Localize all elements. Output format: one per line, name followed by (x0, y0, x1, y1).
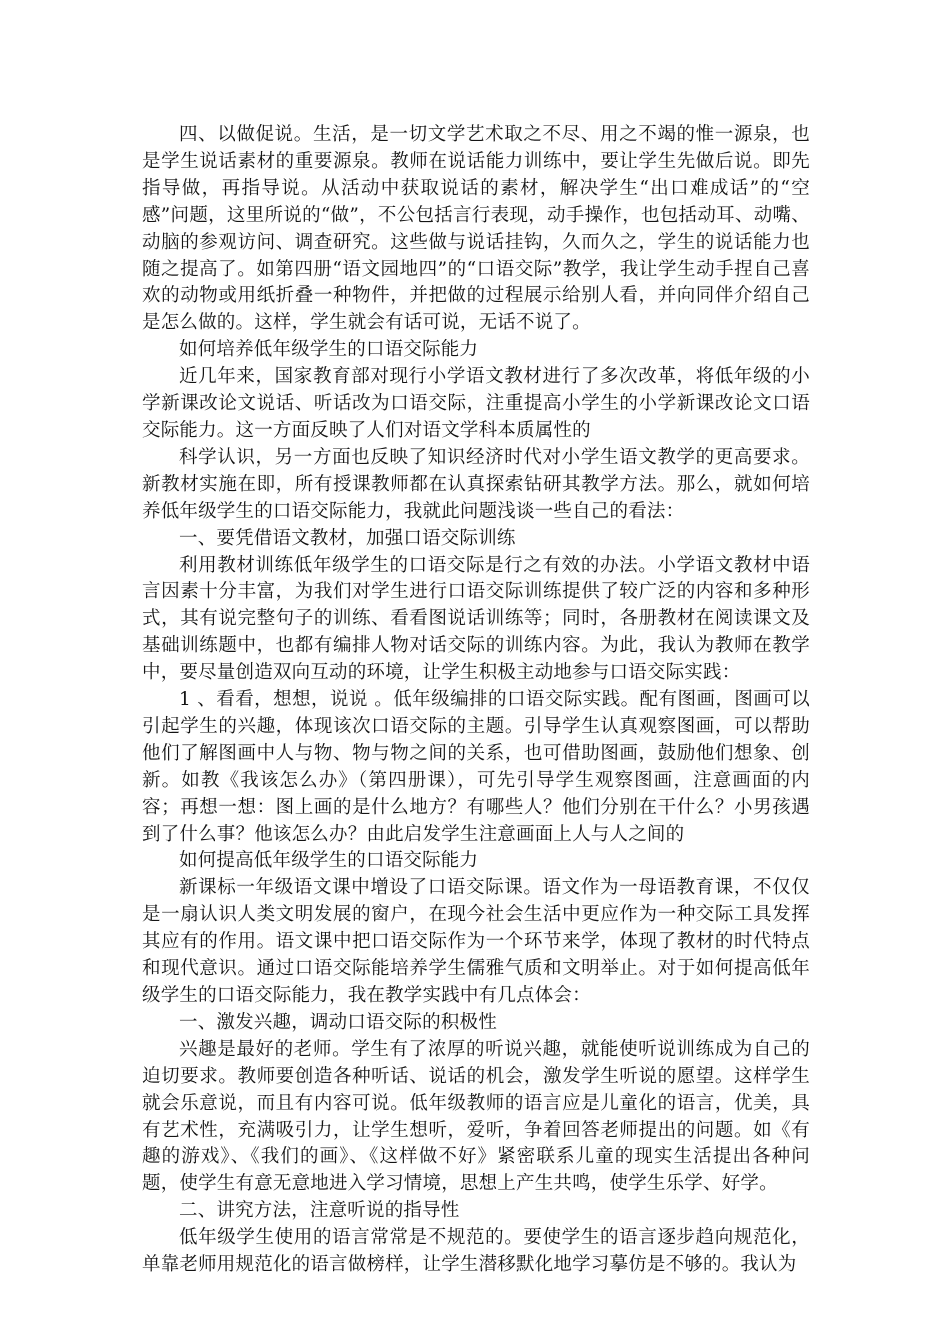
section-heading-method: 二、讲究方法，注意听说的指导性 (179, 1200, 460, 1222)
document-page (142, 122, 810, 1279)
section-heading-textbook: 一、要凭借语文教材，加强口语交际训练 (179, 527, 516, 549)
paragraph-speak-by-doing: 四、以做促说。生活，是一切文学艺术取之不尽、用之不竭的惟一源泉，也是学生说话素材的重要源泉。教师在说话能力训练中，要让学生先做后说。即先指导做，再指导说。从活动中获取说话的素材，解决学生“出口难成话”的“空感”问题，这里所说的“做”，不公包括言行表现，动手操作，也包括动耳、动嘴、动脑的参观访问、调查研究。这些做与说话挂钩，久而久之，学生的说话能力也随之提高了。如第四册“语文园地四”的“口语交际”教学，我让学生动手捏自己喜欢的动物或用纸折叠一种物件，并把做的过程展示给别人看，并向同伴介绍自己是怎么做的。这样，学生就会有话可说，无话不说了。 (142, 124, 810, 334)
paragraph-method: 低年级学生使用的语言常常是不规范的。要使学生的语言逐步趋向规范化，单靠老师用规范化的语言做榜样，让学生潜移默化地学习摹仿是不够的。我认为 (142, 1227, 810, 1276)
paragraph-look-think-say: 1 、看看，想想，说说 。低年级编排的口语交际实践。配有图画，图画可以引起学生的兴趣，体现该次口语交际的主题。引导学生认真观察图画，可以帮助他们了解图画中人与物、物与物之间的关系，也可借助图画，鼓励他们想象、创新。如教《我该怎么办》（第四册课），可先引导学生观察图画，注意画面的内容；再想一想：图上画的是什么地方？有哪些人？他们分别在干什么？小男孩遇到了什么事？他该怎么办？由此启发学生注意画面上人与人之间的 (142, 689, 810, 845)
paragraph-textbook-training: 利用教材训练低年级学生的口语交际是行之有效的办法。小学语文教材中语言因素十分丰富，为我们对学生进行口语交际训练提供了较广泛的内容和多种形式，其有说完整句子的训练、看看图说话训练等；同时，各册教材在阅读课文及基础训练题中，也都有编排人物对话交际的训练内容。为此，我认为教师在教学中，要尽量创造双向互动的环境，让学生积极主动地参与口语交际实践： (142, 554, 810, 684)
article-title-improve: 如何提高低年级学生的口语交际能力 (179, 850, 479, 872)
article-title-cultivate: 如何培养低年级学生的口语交际能力 (179, 339, 479, 361)
paragraph-scientific-understanding: 科学认识，另一方面也反映了知识经济时代对小学生语文教学的更高要求。新教材实施在即，所有授课教师都在认真探索钻研其教学方法。那么，就如何培养低年级学生的口语交际能力，我就此问题浅谈一些自己的看法： (142, 446, 810, 522)
paragraph-interest: 兴趣是最好的老师。学生有了浓厚的听说兴趣，就能使听说训练成为自己的迫切要求。教师要创造各种听话、说话的机会，激发学生听说的愿望。这样学生就会乐意说，而且有内容可说。低年级教师的语言应是儿童化的语言，优美，具有艺术性，充满吸引力，让学生想听，爱听，争着回答老师提出的问题。如《有趣的游戏》、《我们的画》、《这样做不好》紧密联系儿童的现实生活提出各种问题，使学生有意无意地进入学习情境，思想上产生共鸣，使学生乐学、好学。 (142, 1038, 810, 1195)
paragraph-intro: 近几年来，国家教育部对现行小学语文教材进行了多次改革，将低年级的小学新课改论文说话、听话改为口语交际，注重提高小学生的小学新课改论文口语交际能力。这一方面反映了人们对语文学科本质属性的 (142, 366, 810, 441)
paragraph-new-curriculum: 新课标一年级语文课中增设了口语交际课。语文作为一母语教育课，不仅仅是一扇认识人类文明发展的窗户，在现今社会生活中更应作为一种交际工具发挥其应有的作用。语文课中把口语交际作为一个环节来学，体现了教材的时代特点和现代意识。通过口语交际能培养学生儒雅气质和文明举止。对于如何提高低年级学生的口语交际能力，我在教学实践中有几点体会： (142, 877, 810, 1006)
section-heading-interest: 一、激发兴趣，调动口语交际的积极性 (179, 1011, 497, 1033)
